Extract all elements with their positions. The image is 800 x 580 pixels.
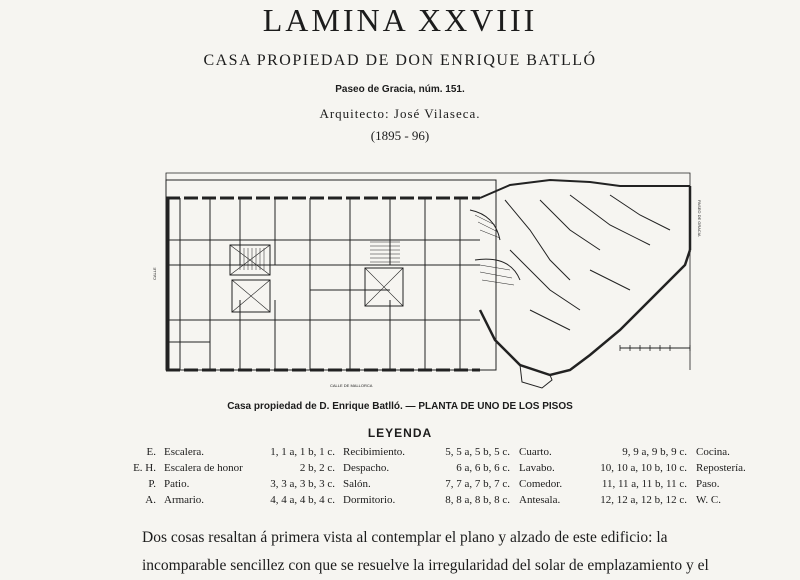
dates-line: (1895 - 96) [370, 128, 430, 143]
legend-row [0, 462, 800, 478]
legend-name: Escalera. [164, 446, 204, 458]
building-subtitle: CASA PROPIEDAD DE DON ENRIQUE BATLLÓ [203, 52, 597, 69]
legend-room: Antesala. [519, 494, 561, 506]
legend-name: Patio. [164, 478, 190, 490]
legend-room: Repostería. [696, 462, 746, 474]
legend-room: Salón. [343, 478, 371, 490]
legend-numbers: 3, 3 a, 3 b, 3 c. [270, 478, 335, 490]
floor-plan-drawing [150, 170, 710, 400]
legend-room: Comedor. [519, 478, 563, 490]
body-line-1: Dos cosas resaltan á primera vista al contemplar el plano y alzado de este edificio: la [142, 529, 668, 546]
legend-room: Despacho. [343, 462, 390, 474]
legend-room: Recibimiento. [343, 446, 406, 458]
legend-room: W. C. [696, 494, 721, 506]
legend-numbers: 8, 8 a, 8 b, 8 c. [445, 494, 510, 506]
legend-room: Paso. [696, 478, 720, 490]
legend-numbers: 5, 5 a, 5 b, 5 c. [445, 446, 510, 458]
legend-code: E. [146, 446, 156, 458]
street-label-bottom: CALLE DE MALLORCA [330, 383, 373, 388]
legend-code: E. H. [133, 462, 156, 474]
legend-numbers: 7, 7 a, 7 b, 7 c. [445, 478, 510, 490]
body-line-2: incomparable sencillez con que se resuelve la irregularidad del solar de emplazamiento y el [142, 557, 709, 574]
legend-numbers: 12, 12 a, 12 b, 12 c. [600, 494, 687, 506]
architect-line: Arquitecto: José Vilaseca. [319, 106, 481, 121]
legend-row [0, 478, 800, 494]
address-line: Paseo de Gracia, núm. 151. [335, 84, 465, 95]
legend-numbers: 9, 9 a, 9 b, 9 c. [622, 446, 687, 458]
body-paragraph [142, 524, 752, 580]
street-label-right: PASEO DE GRACIA [697, 200, 702, 237]
page-title: LAMINA XXVIII [262, 2, 538, 38]
legend-numbers: 11, 11 a, 11 b, 11 c. [601, 478, 687, 490]
legend-row [0, 446, 800, 462]
legend-room: Cocina. [696, 446, 730, 458]
legend-title: LEYENDA [367, 426, 433, 440]
legend-name: Escalera de honor [164, 462, 243, 474]
legend-name: Armario. [164, 494, 205, 506]
legend-numbers: 2 b, 2 c. [299, 462, 335, 474]
plan-caption: Casa propiedad de D. Enrique Batlló. — PLANTA DE UNO DE LOS PISOS [227, 401, 573, 412]
street-label-left: CALLE [152, 267, 157, 280]
legend-numbers: 6 a, 6 b, 6 c. [456, 462, 510, 474]
legend-numbers: 4, 4 a, 4 b, 4 c. [270, 494, 335, 506]
legend-code: A. [145, 494, 156, 506]
legend-numbers: 1, 1 a, 1 b, 1 c. [270, 446, 335, 458]
legend-code: P. [148, 478, 156, 490]
legend-row [0, 494, 800, 510]
legend-table [0, 446, 800, 508]
legend-room: Cuarto. [519, 446, 552, 458]
legend-room: Lavabo. [519, 462, 555, 474]
legend-room: Dormitorio. [343, 494, 396, 506]
legend-numbers: 10, 10 a, 10 b, 10 c. [600, 462, 687, 474]
